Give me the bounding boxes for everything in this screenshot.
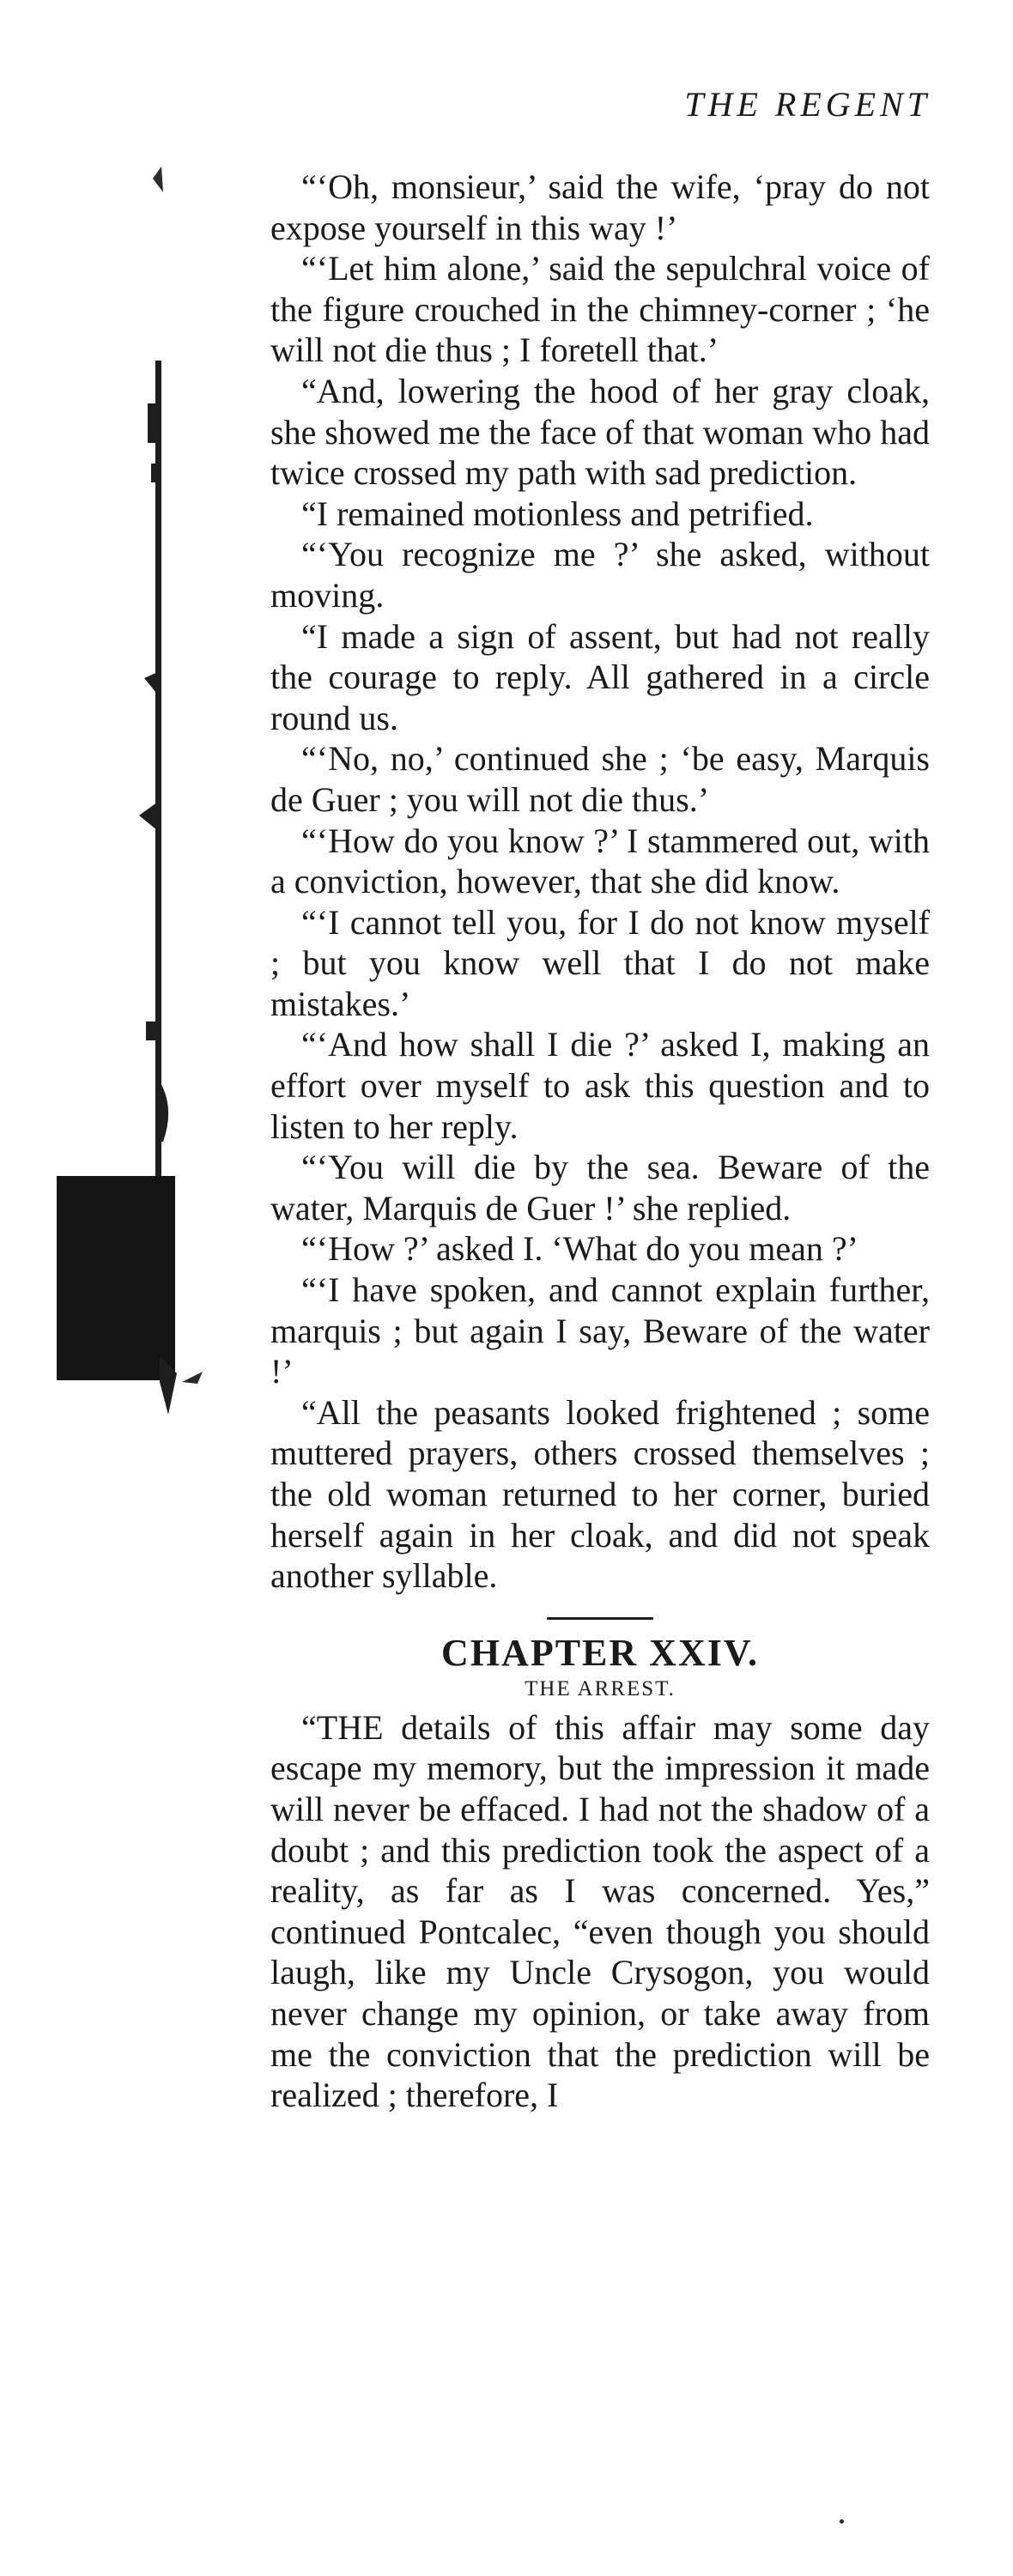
paragraph: “‘I have spoken, and cannot explain further, marquis ; but again I say, Beware of the water !’ <box>270 1270 930 1391</box>
running-head: THE REGENT <box>684 85 931 124</box>
chapter-subtitle: THE ARREST. <box>525 1676 676 1700</box>
paragraph: “‘Let him alone,’ said the sepulchral voice of the figure crouched in the chimney-corner ; ‘he will not die thus ; I foretell that.’ <box>270 249 930 370</box>
chapter-divider <box>547 1617 653 1620</box>
paragraph: “I remained motionless and petrified. <box>301 494 814 533</box>
paragraph: “I made a sign of assent, but had not really the courage to reply. All gathered in a circle round us. <box>270 616 930 737</box>
paragraph: “All the peasants looked frightened ; some muttered prayers, others crossed themselves ; the old woman returned to her corner, buried herself again in her cloak, and did not speak another syllable. <box>270 1392 930 1596</box>
chapter-title: CHAPTER XXIV. <box>441 1631 759 1674</box>
chapter-paragraph: “THE details of this affair may some day escape my memory, but the impression it made will never be effaced. I had not the shadow of a doubt ; and this prediction took the aspect of a reality, as far as I was concerned. Yes,” continued Pontcalec, “even though you should laugh, like my Uncle Crysogon, you would never change my opinion, or take away from me the conviction that the prediction will be realized ; therefore, I <box>270 1707 930 2115</box>
paragraph: “‘I cannot tell you, for I do not know myself ; but you know well that I do not make mistakes.’ <box>270 902 930 1023</box>
binding-edge-marks <box>0 0 258 2576</box>
paragraph: “‘And how shall I die ?’ asked I, making an effort over myself to ask this question and to listen to her reply. <box>270 1025 930 1146</box>
paragraph: “And, lowering the hood of her gray cloak, she showed me the face of that woman who had twice crossed my path with sad prediction. <box>270 371 930 493</box>
paragraph: “‘No, no,’ continued she ; ‘be easy, Marquis de Guer ; you will not die thus.’ <box>270 739 930 819</box>
paragraph: “‘How ?’ asked I. ‘What do you mean ?’ <box>301 1229 858 1269</box>
paragraph: “‘You will die by the sea. Beware of the water, Marquis de Guer !’ she replied. <box>270 1148 930 1227</box>
paragraph: “‘Oh, monsieur,’ said the wife, ‘pray do not expose yourself in this way !’ <box>270 167 930 247</box>
text-column <box>270 167 930 2116</box>
stray-dot <box>840 2519 844 2524</box>
paragraph: “‘How do you know ?’ I stammered out, with a conviction, however, that she did know. <box>270 821 930 901</box>
paragraph: “‘You recognize me ?’ she asked, without moving. <box>270 535 930 615</box>
